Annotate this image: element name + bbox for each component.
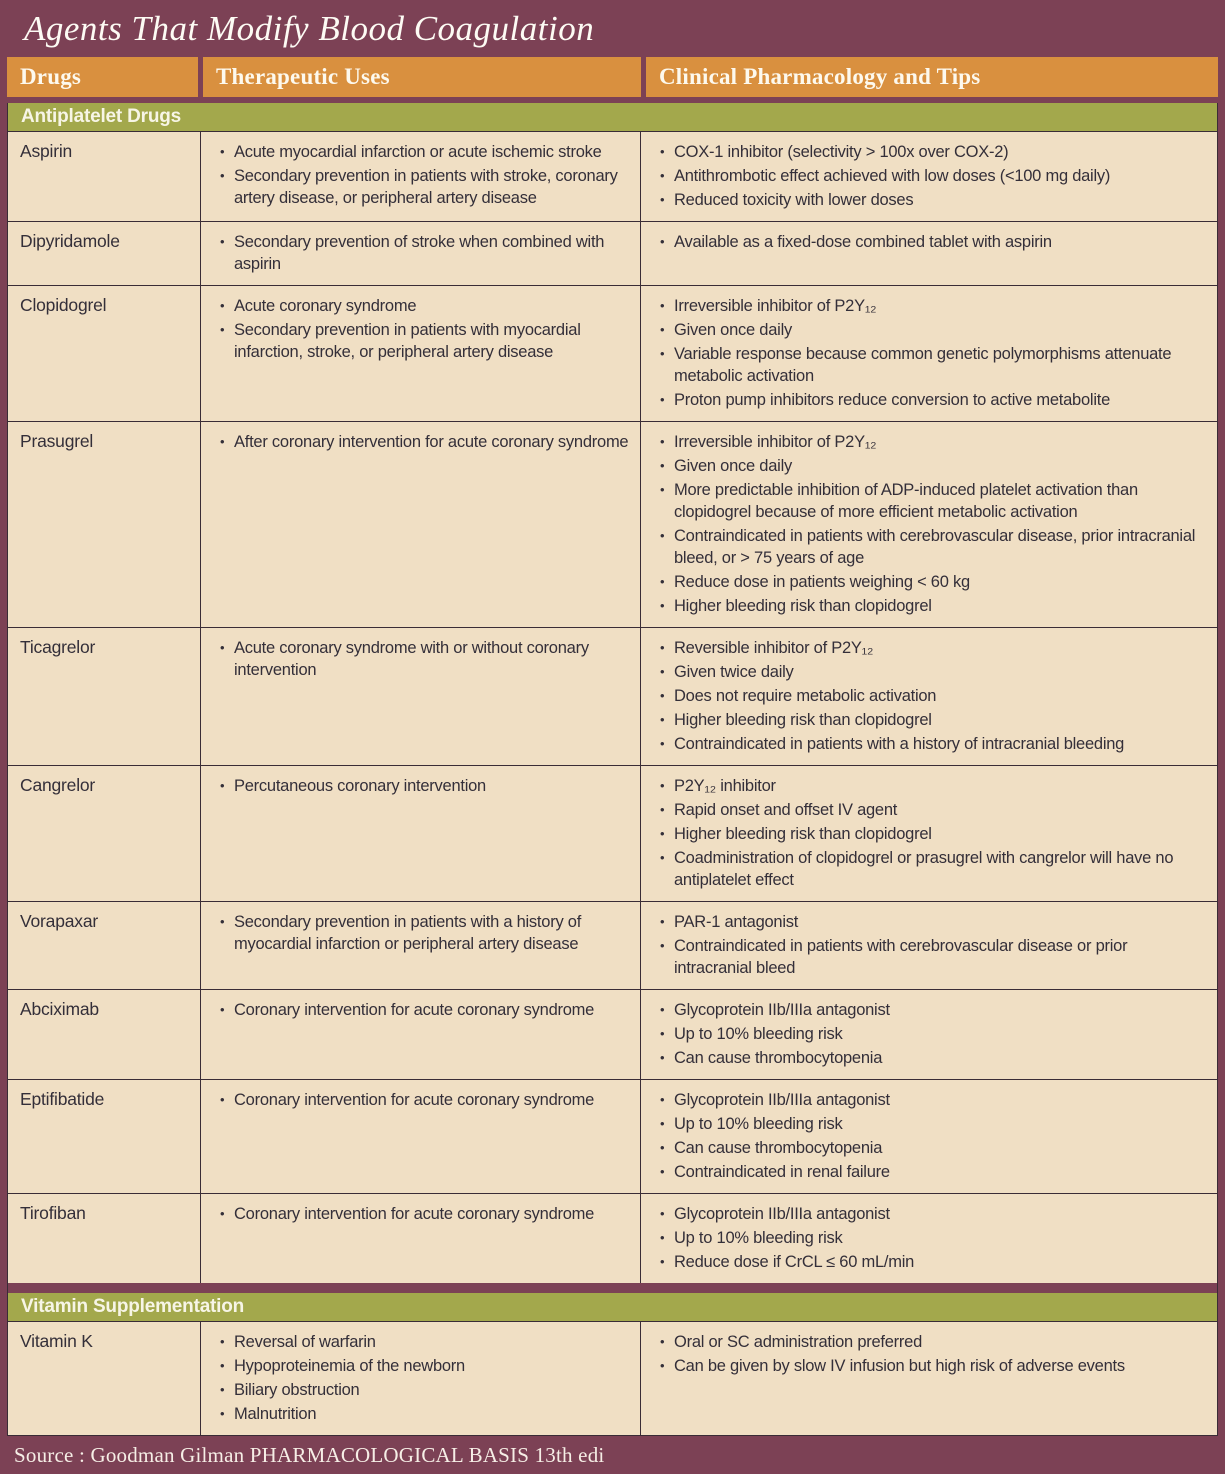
bullet-item: • Antithrombotic effect achieved with low doses (<100 mg daily) — [653, 165, 1207, 187]
bullet-item: • Reversible inhibitor of P2Y₁₂ — [653, 637, 1207, 659]
clinical-pharmacology-cell — [640, 1322, 1217, 1435]
bullet-item: • Oral or SC administration preferred — [653, 1331, 1207, 1353]
table-row-eptifibatide — [8, 1080, 1217, 1194]
bullet-item: • Glycoprotein IIb/IIIa antagonist — [653, 999, 1207, 1021]
table-row-dipyridamole — [8, 222, 1217, 286]
bullet-item: • Can be given by slow IV infusion but high risk of adverse events — [653, 1355, 1207, 1377]
bullet-item: • Contraindicated in patients with a history of intracranial bleeding — [653, 733, 1207, 755]
drug-name-cell: Cangrelor — [20, 775, 96, 795]
clinical-pharmacology-cell — [640, 422, 1217, 627]
column-header-clinical-pharmacology: Clinical Pharmacology and Tips — [646, 57, 1218, 97]
bullet-item: • Irreversible inhibitor of P2Y₁₂ — [653, 295, 1207, 317]
clinical-pharmacology-cell — [640, 1194, 1217, 1283]
therapeutic-uses-cell — [200, 222, 640, 285]
bullet-item: • Available as a fixed-dose combined tablet with aspirin — [653, 231, 1207, 253]
bullet-item: • Can cause thrombocytopenia — [653, 1047, 1207, 1069]
therapeutic-uses-cell — [200, 1322, 640, 1435]
drug-name-cell: Clopidogrel — [20, 295, 107, 315]
bullet-item: • Hypoproteinemia of the newborn — [213, 1355, 630, 1377]
bullet-item: • Glycoprotein IIb/IIIa antagonist — [653, 1203, 1207, 1225]
bullet-item: • Higher bleeding risk than clopidogrel — [653, 595, 1207, 617]
table-row-abciximab — [8, 990, 1217, 1080]
bullet-item: • Acute coronary syndrome with or without coronary intervention — [213, 637, 630, 681]
bullet-item: • Reversal of warfarin — [213, 1331, 630, 1353]
therapeutic-uses-cell — [200, 422, 640, 627]
source-bar — [0, 1436, 1225, 1474]
drug-name-cell: Ticagrelor — [20, 637, 96, 657]
bullet-item: • Reduce dose if CrCL ≤ 60 mL/min — [653, 1251, 1207, 1273]
bullet-item: • Contraindicated in renal failure — [653, 1161, 1207, 1183]
therapeutic-uses-cell — [200, 1080, 640, 1193]
drug-name-cell: Vorapaxar — [20, 911, 98, 931]
drug-name-cell: Vitamin K — [20, 1331, 93, 1351]
bullet-item: • Biliary obstruction — [213, 1379, 630, 1401]
bullet-item: • Up to 10% bleeding risk — [653, 1227, 1207, 1249]
clinical-pharmacology-cell — [640, 132, 1217, 221]
bullet-item: • Coronary intervention for acute coronary syndrome — [213, 1089, 630, 1111]
bullet-item: • Malnutrition — [213, 1403, 630, 1425]
therapeutic-uses-cell — [200, 990, 640, 1079]
bullet-item: • Higher bleeding risk than clopidogrel — [653, 823, 1207, 845]
bullet-item: • Given twice daily — [653, 661, 1207, 683]
bullet-item: • Irreversible inhibitor of P2Y₁₂ — [653, 431, 1207, 453]
bullet-item: • Reduced toxicity with lower doses — [653, 189, 1207, 211]
bullet-item: • Secondary prevention of stroke when combined with aspirin — [213, 231, 630, 275]
therapeutic-uses-cell — [200, 766, 640, 901]
bullet-item: • After coronary intervention for acute coronary syndrome — [213, 431, 630, 453]
bullet-item: • Acute myocardial infarction or acute ischemic stroke — [213, 141, 630, 163]
drug-name-cell: Aspirin — [20, 141, 73, 161]
table-row-cangrelor — [8, 766, 1217, 902]
bullet-item: • Up to 10% bleeding risk — [653, 1113, 1207, 1135]
drug-name-cell: Dipyridamole — [20, 231, 120, 251]
table-row-clopidogrel — [8, 286, 1217, 422]
table-row-tirofiban — [8, 1194, 1217, 1283]
bullet-item: • Coadministration of clopidogrel or prasugrel with cangrelor will have no antiplatelet effect — [653, 847, 1207, 891]
therapeutic-uses-cell — [200, 902, 640, 989]
bullet-item: • Proton pump inhibitors reduce conversion to active metabolite — [653, 389, 1207, 411]
column-header-drugs: Drugs — [7, 57, 198, 97]
page-title: Agents That Modify Blood Coagulation — [24, 8, 595, 48]
bullet-item: • Acute coronary syndrome — [213, 295, 630, 317]
bullet-item: • Secondary prevention in patients with a history of myocardial infarction or peripheral artery disease — [213, 911, 630, 955]
therapeutic-uses-cell — [200, 628, 640, 765]
clinical-pharmacology-cell — [640, 902, 1217, 989]
bullet-item: • More predictable inhibition of ADP-induced platelet activation than clopidogrel because of more efficient metabolic activation — [653, 479, 1207, 523]
column-header-row — [0, 57, 1225, 97]
bullet-item: • Secondary prevention in patients with myocardial infarction, stroke, or peripheral artery disease — [213, 319, 630, 363]
bullet-item: • Rapid onset and offset IV agent — [653, 799, 1207, 821]
bullet-item: • Percutaneous coronary intervention — [213, 775, 630, 797]
table-row-ticagrelor — [8, 628, 1217, 766]
section-header-antiplatelet-drugs: Antiplatelet Drugs — [8, 103, 1217, 132]
column-header-therapeutic-uses: Therapeutic Uses — [203, 57, 641, 97]
therapeutic-uses-cell — [200, 286, 640, 421]
table-row-vorapaxar — [8, 902, 1217, 990]
title-bar — [0, 0, 1225, 57]
bullet-item: • Does not require metabolic activation — [653, 685, 1207, 707]
bullet-item: • Secondary prevention in patients with stroke, coronary artery disease, or peripheral artery disease — [213, 165, 630, 209]
bullet-item: • Up to 10% bleeding risk — [653, 1023, 1207, 1045]
table-row-vitamin-k — [8, 1322, 1217, 1435]
drug-name-cell: Prasugrel — [20, 431, 94, 451]
therapeutic-uses-cell — [200, 1194, 640, 1283]
table-row-prasugrel — [8, 422, 1217, 628]
clinical-pharmacology-cell — [640, 1080, 1217, 1193]
clinical-pharmacology-cell — [640, 286, 1217, 421]
clinical-pharmacology-cell — [640, 766, 1217, 901]
bullet-item: • P2Y₁₂ inhibitor — [653, 775, 1207, 797]
clinical-pharmacology-cell — [640, 990, 1217, 1079]
bullet-item: • Glycoprotein IIb/IIIa antagonist — [653, 1089, 1207, 1111]
table-body — [7, 103, 1218, 1436]
bullet-item: • Given once daily — [653, 455, 1207, 477]
bullet-item: • Can cause thrombocytopenia — [653, 1137, 1207, 1159]
bullet-item: • Higher bleeding risk than clopidogrel — [653, 709, 1207, 731]
bullet-item: • Contraindicated in patients with cerebrovascular disease, prior intracranial bleed, or > 75 years of age — [653, 525, 1207, 569]
drug-name-cell: Abciximab — [20, 999, 99, 1019]
bullet-item: • Variable response because common genetic polymorphisms attenuate metabolic activation — [653, 343, 1207, 387]
table-row-aspirin — [8, 132, 1217, 222]
section-divider — [8, 1283, 1217, 1293]
clinical-pharmacology-cell — [640, 222, 1217, 285]
bullet-item: • Contraindicated in patients with cerebrovascular disease or prior intracranial bleed — [653, 935, 1207, 979]
clinical-pharmacology-cell — [640, 628, 1217, 765]
bullet-item: • COX-1 inhibitor (selectivity > 100x over COX-2) — [653, 141, 1207, 163]
section-header-vitamin-supplementation: Vitamin Supplementation — [8, 1293, 1217, 1322]
drug-name-cell: Eptifibatide — [20, 1089, 105, 1109]
bullet-item: • Coronary intervention for acute coronary syndrome — [213, 999, 630, 1021]
bullet-item: • Reduce dose in patients weighing < 60 kg — [653, 571, 1207, 593]
therapeutic-uses-cell — [200, 132, 640, 221]
bullet-item: • Given once daily — [653, 319, 1207, 341]
drug-name-cell: Tirofiban — [20, 1203, 86, 1223]
source-text: Source : Goodman Gilman PHARMACOLOGICAL BASIS 13th edi — [14, 1442, 605, 1467]
bullet-item: • Coronary intervention for acute coronary syndrome — [213, 1203, 630, 1225]
bullet-item: • PAR-1 antagonist — [653, 911, 1207, 933]
